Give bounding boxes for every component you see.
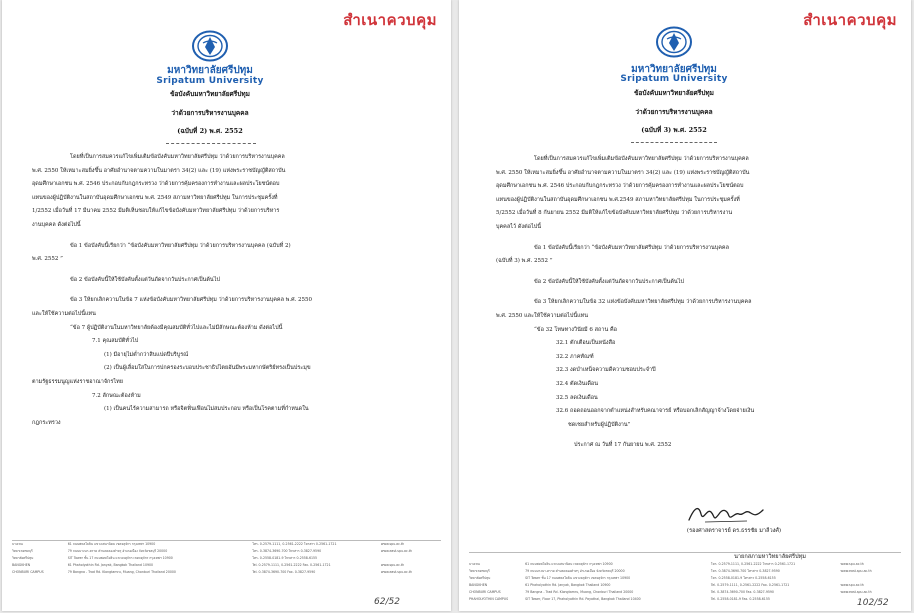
preamble-line: แทนของผู้ปฏิบัติงานในสถาบันอุดมศึกษาเอกชน พ.ศ.2549 สภามหาวิทยาลัยศรีปทุม ในการประชุมครั้งที่ — [496, 196, 740, 203]
control-copy-stamp: สำเนาควบคุม — [343, 11, 437, 29]
footer-row: วิทยาลัยศรีปทุม SIT Tower ชั้น 17 ถนนพหลโยธิน แขวงจตุจักร เขตจตุจักร กรุงเทพฯ 10900 โทร. 0-2558-0181-9 โทรสาร 0-2558-6155 — [12, 556, 318, 560]
penalty-item: 32.5 ลดเงินเดือน — [556, 394, 598, 401]
clause-7: “ข้อ 7 ผู้ปฏิบัติงานในมหาวิทยาลัยต้องมีคุณสมบัติทั่วไปและไม่มีลักษณะต้องห้าม ดังต่อไปนี้ — [70, 324, 283, 331]
footer-row: BANGKHEN 61 Phaholyothin Rd. Janyak, Bangkok Thailand 10900 Tel. 0-2579-1111, 0-2561-2222 Fax. 0-2561-1721 www.spu.ac.th — [469, 583, 864, 587]
preamble-line: พ.ศ. 2550 ให้เหมาะสมยิ่งขึ้น อาศัยอำนาจตามความในมาตรา 34(2) และ (19) แห่งพระราชบัญญัติสถาบัน — [496, 169, 750, 176]
preamble-line: แทนของผู้ปฏิบัติงานในสถาบันอุดมศึกษาเอกชน พ.ศ. 2549 สภามหาวิทยาลัยศรีปทุม ในการประชุมครั้งที่ — [32, 194, 278, 201]
signature — [685, 502, 769, 530]
regulation-heading-1: ข้อบังคับมหาวิทยาลัยศรีปทุม — [170, 90, 250, 98]
signer-title: นายกสภามหาวิทยาลัยศรีปทุม — [734, 554, 806, 560]
announcement-date: ประกาศ ณ วันที่ 17 กันยายน พ.ศ. 2552 — [574, 442, 672, 449]
signer-name: (รองศาสตราจารย์ ดร.ธรรชัย มาลีวงศ์) — [686, 528, 782, 534]
page-footer — [12, 540, 441, 581]
regulation-heading-3: (ฉบับที่ 2) พ.ศ. 2552 — [177, 127, 243, 135]
footer-row: PHAHOLYOTHIN CAMPUS SIT Tower, Floor 17, Phaholyothin Rd. Payathai, Bangkok Thailand 10400 Tel. 0-2558-0181-9 Fax. 0-2558-6155 — [469, 597, 770, 601]
penalty-item: 32.4 ตัดเงินเดือน — [556, 380, 598, 387]
penalty-item: 32.1 ตักเตือนเป็นหนังสือ — [556, 340, 616, 347]
university-name-thai: มหาวิทยาลัยศรีปทุม — [631, 64, 717, 75]
preamble-line: โดยที่เป็นการสมควรแก้ไขเพิ่มเติมข้อบังคับมหาวิทยาลัยศรีปทุม ว่าด้วยการบริหารงานบุคคล — [70, 154, 285, 160]
clause-32: “ข้อ 32 โทษทางวินัยมี 6 สถาน คือ — [534, 326, 617, 333]
section-7-1-item-2-cont: ตามรัฐธรรมนูญแห่งราชอาณาจักรไทย — [32, 378, 123, 385]
footer-row: วิทยาเขตชลบุรี 79 ถนนบางนา-ตราด ตำบลคลองตำหรุ อำเภอเมือง จังหวัดชลบุรี 20000 โทร. 0-3874-3690-700 โทรสาร 0-3827-9590 www.east.spu.ac.th — [12, 549, 413, 553]
section-7-1-item-1: (1) มีอายุไม่ต่ำกว่าสิบแปดปีบริบูรณ์ — [104, 351, 189, 358]
clause-1-cont: (ฉบับที่ 3) พ.ศ. 2552 ” — [496, 258, 553, 265]
penalty-item: 32.2 ภาคทัณฑ์ — [556, 353, 594, 360]
clause-3: ข้อ 3 ให้ยกเลิกความในข้อ 32 แห่งข้อบังคับมหาวิทยาลัยศรีปทุม ว่าด้วยการบริหารงานบุคคล — [534, 299, 752, 306]
footer-row: BANGKHEN 61 Phaholyothin Rd. Janyak, Bangkok Thailand 10900 Tel. 0-2579-1111, 0-2561-2222 Fax. 0-2561-1721 www.spu.ac.th — [12, 563, 405, 567]
clause-3: ข้อ 3 ให้ยกเลิกความในข้อ 7 แห่งข้อบังคับมหาวิทยาลัยศรีปทุม ว่าด้วยการบริหารงานบุคคล พ.ศ. 2550 — [70, 297, 313, 304]
clause-1-cont: พ.ศ. 2552 ” — [32, 256, 63, 263]
clause-3-cont: และให้ใช้ความต่อไปนี้แทน — [32, 310, 96, 317]
penalty-item: 32.3 งดบำเหน็จความดีความชอบประจำปี — [556, 367, 656, 374]
footer-row: วิทยาลัยศรีปทุม SIT Tower ชั้น 17 ถนนพหลโยธิน แขวงจตุจักร เขตจตุจักร กรุงเทพฯ 10900 โทร. 0-2558-0181-9 โทรสาร 0-2558-6155 — [469, 576, 776, 580]
preamble-line: อุดมศึกษาเอกชน พ.ศ. 2546 ประกอบกับกฎกระทรวง ว่าด้วยการคุ้มครองการทำงานและผลประโยชน์ตอบ — [496, 183, 744, 190]
page-number: 102/52 — [857, 598, 889, 608]
regulation-heading-2: ว่าด้วยการบริหารงานบุคคล — [171, 109, 249, 117]
footer-row: CHONBURI CAMPUS 79 Bangna - Trad Rd. Klongtamru, Muang, Chonburi Thailand 20000 Tel. 0-3874-3690-700 Fax. 0-3827-9590 www.east.spu.ac.th — [12, 570, 413, 574]
regulation-heading-3: (ฉบับที่ 3) พ.ศ. 2552 — [641, 126, 707, 134]
document-page-2 — [459, 0, 911, 611]
section-7-1: 7.1 คุณสมบัติทั่วไป — [92, 338, 139, 345]
heading-divider — [631, 142, 717, 143]
regulation-body-1 — [32, 151, 427, 430]
clause-2: ข้อ 2 ข้อบังคับนี้ให้ใช้บังคับตั้งแต่วันถัดจากวันประกาศเป็นต้นไป — [70, 276, 220, 283]
preamble-line: 1/2552 เมื่อวันที่ 17 มีนาคม 2552 มีมติเห็นชอบให้แก้ไขข้อบังคับมหาวิทยาลัยศรีปทุม ว่าด้วยการบริหาร — [32, 208, 280, 215]
penalty-item-cont: ชดเชยสำหรับผู้ปฏิบัติงาน” — [568, 421, 631, 428]
penalty-item: 32.6 ถอดถอนออกจากตำแหน่งสำหรับคณาจารย์ หรือบอกเลิกสัญญาจ้างโดยจ่ายเงิน — [556, 408, 755, 415]
preamble-line: อุดมศึกษาเอกชน พ.ศ. 2546 ประกอบกับกฎกระทรวง ว่าด้วยการคุ้มครองการทำงานและผลประโยชน์ตอบ — [32, 181, 280, 188]
regulation-heading-2: ว่าด้วยการบริหารงานบุคคล — [635, 108, 713, 116]
control-copy-stamp: สำเนาควบคุม — [803, 11, 897, 29]
preamble-line: บุคคลไว้ ดังต่อไปนี้ — [496, 223, 541, 230]
clause-1: ข้อ 1 ข้อบังคับนี้เรียกว่า “ข้อบังคับมหาวิทยาลัยศรีปทุม ว่าด้วยการบริหารงานบุคคล (ฉบับที่ 2) — [70, 242, 291, 249]
section-7-2: 7.2 ลักษณะต้องห้าม — [92, 392, 141, 399]
university-logo-icon — [655, 26, 693, 58]
footer-row: บางเขน 61 ถนนพหลโยธิน แขวงเสนานิคม เขตจตุจักร กรุงเทพฯ 10900 โทร. 0-2579-1111, 0-2561-2222 โทรสาร 0-2561-1721 www.spu.ac.th — [12, 542, 405, 546]
footer-row: วิทยาเขตชลบุรี 79 ถนนบางนา-ตราด ตำบลคลองตำหรุ อำเภอเมือง จังหวัดชลบุรี 20000 โทร. 0-3874-3690-700 โทรสาร 0-3827-9590 www.east.spu.ac.th — [469, 569, 872, 573]
document-page-1 — [2, 0, 451, 611]
preamble-line: งานบุคคล ดังต่อไปนี้ — [32, 221, 81, 228]
section-7-2-item-1-cont: กฎกระทรวง — [32, 419, 61, 426]
footer-row: CHONBURI CAMPUS 79 Bangna - Trad Rd. Klongtamru, Muang, Chonburi Thailand 20000 Tel. 0-3874-3690-700 Fax. 0-3827-9590 www.east.spu.ac.th — [469, 590, 872, 594]
section-7-2-item-1: (1) เป็นคนไร้ความสามารถ หรือจิตฟั่นเฟือนไม่สมประกอบ หรือเป็นโรคตามที่กำหนดใน — [104, 406, 309, 413]
heading-divider — [166, 143, 256, 144]
page-footer — [469, 552, 901, 601]
clause-1: ข้อ 1 ข้อบังคับนี้เรียกว่า “ข้อบังคับมหาวิทยาลัยศรีปทุม ว่าด้วยการบริหารงานบุคคล — [534, 244, 729, 251]
university-logo-icon — [191, 30, 229, 62]
page-number: 62/52 — [374, 597, 400, 607]
university-name-english: Sripatum University — [156, 76, 264, 86]
preamble-line: โดยที่เป็นการสมควรแก้ไขเพิ่มเติมข้อบังคับมหาวิทยาลัยศรีปทุม ว่าด้วยการบริหารงานบุคคล — [534, 156, 749, 162]
preamble-line: พ.ศ. 2550 ให้เหมาะสมยิ่งขึ้น อาศัยอำนาจตามความในมาตรา 34(2) และ (19) แห่งพระราชบัญญัติสถาบัน — [32, 167, 286, 174]
regulation-body-2 — [496, 153, 891, 453]
preamble-line: 5/2552 เมื่อวันที่ 8 กันยายน 2552 มีมติให้แก้ไขข้อบังคับมหาวิทยาลัยศรีปทุม ว่าด้วยการบริหารงาน — [496, 210, 733, 217]
clause-2: ข้อ 2 ข้อบังคับนี้ให้ใช้บังคับตั้งแต่วันถัดจากวันประกาศเป็นต้นไป — [534, 278, 684, 285]
university-name-english: Sripatum University — [620, 74, 728, 84]
regulation-heading-1: ข้อบังคับมหาวิทยาลัยศรีปทุม — [634, 89, 714, 97]
clause-3-cont: พ.ศ. 2550 และให้ใช้ความต่อไปนี้แทน — [496, 312, 589, 319]
university-name-thai: มหาวิทยาลัยศรีปทุม — [167, 65, 253, 76]
footer-row: บางเขน 61 ถนนพหลโยธิน แขวงเสนานิคม เขตจตุจักร กรุงเทพฯ 10900 โทร. 0-2579-1111, 0-2561-2222 โทรสาร 0-2561-1721 www.spu.ac.th — [469, 562, 864, 566]
section-7-1-item-2: (2) เป็นผู้เลื่อมใสในการปกครองระบอบประชาธิปไตยอันมีพระมหากษัตริย์ทรงเป็นประมุข — [104, 365, 311, 372]
